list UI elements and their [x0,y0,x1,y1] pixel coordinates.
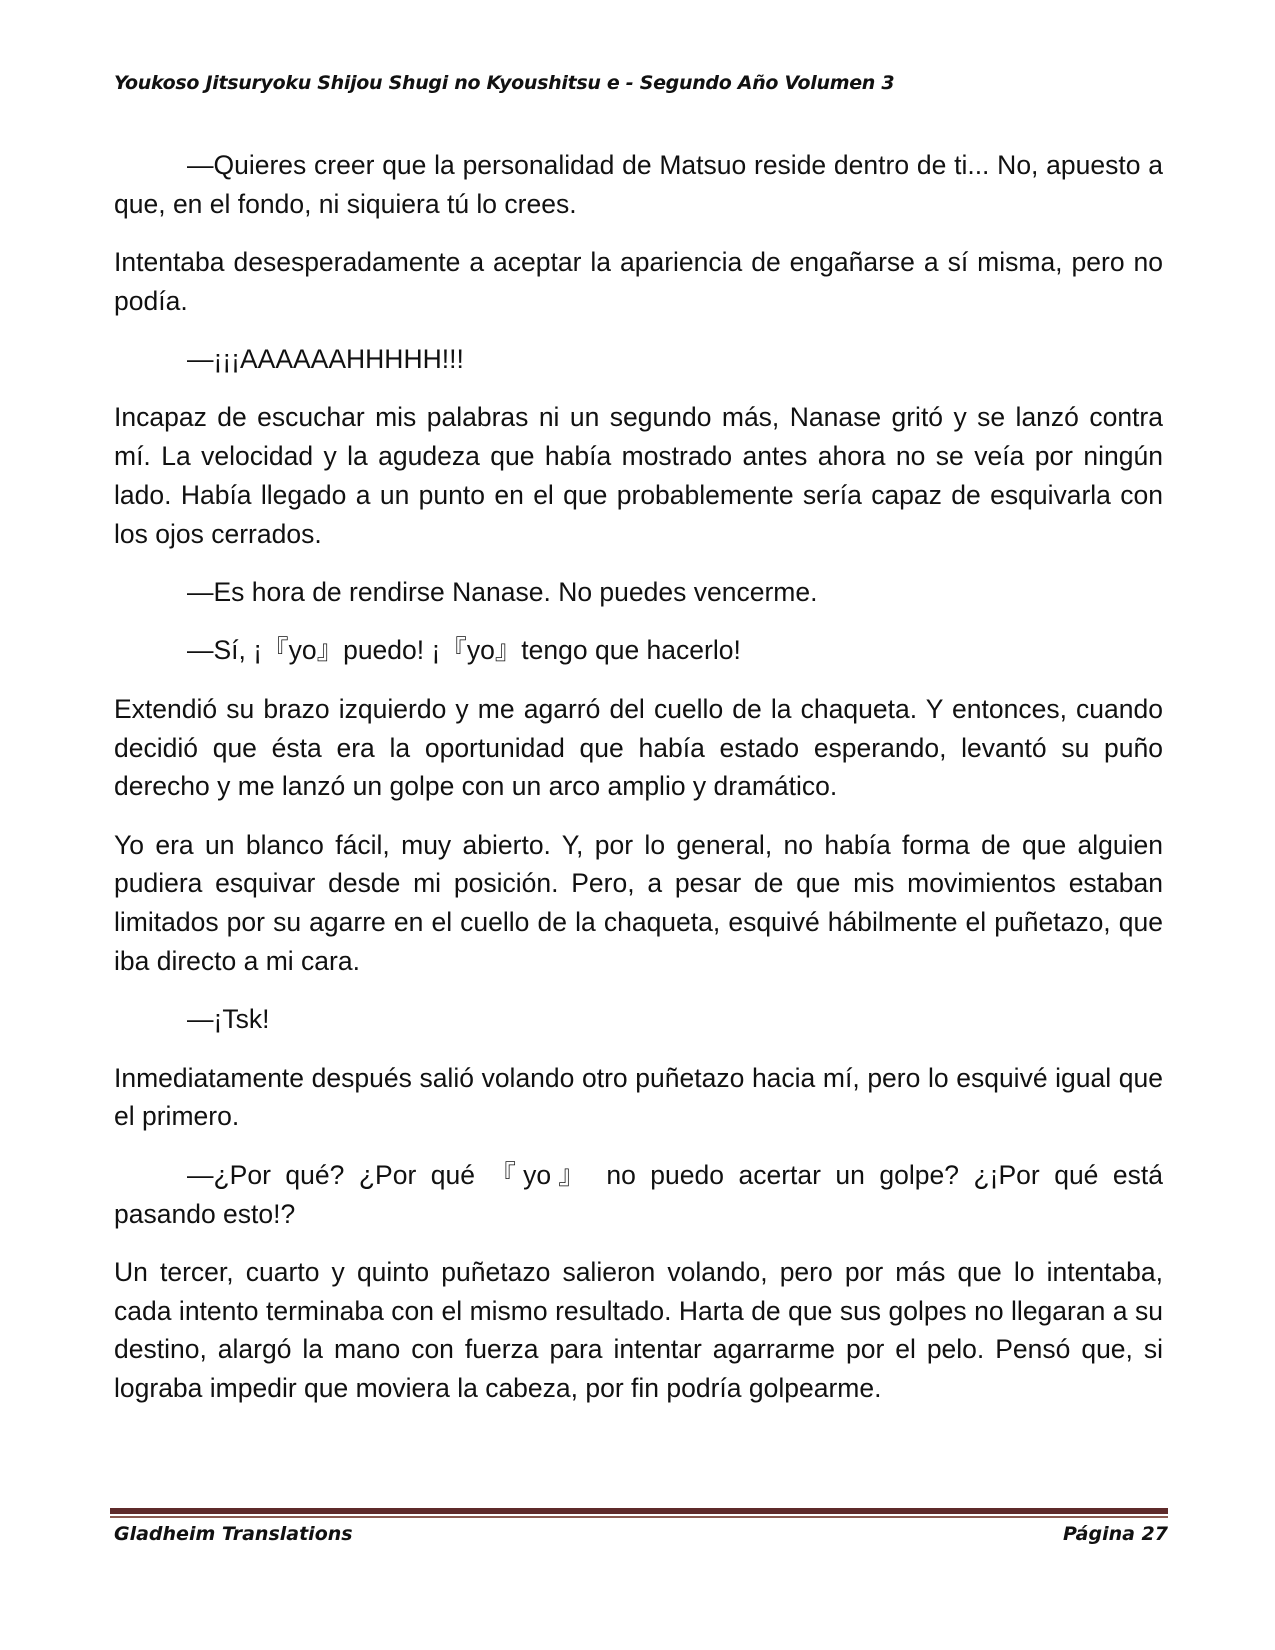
paragraph: —¿Por qué? ¿Por qué 『yo』 no puedo acertar un golpe? ¿¡Por qué está pasando esto!? [114,1159,1163,1229]
paragraph: Yo era un blanco fácil, muy abierto. Y, por lo general, no había forma de que alguien pudiera esquivar desde mi posición. Pero, a pesar de que mis movimientos estaban limitados por su agarre en el cuello de la chaqueta, esquivé hábilmente el puñetazo, que iba directo a mi cara. [114,829,1163,977]
running-header: Youkoso Jitsuryoku Shijou Shugi no Kyoushitsu e - Segundo Año Volumen 3 [114,72,895,94]
paragraph: —Es hora de rendirse Nanase. No puedes vencerme. [187,577,818,608]
footer-divider [110,1508,1168,1518]
footer-credit: Gladheim Translations [114,1523,353,1545]
paragraph: Extendió su brazo izquierdo y me agarró del cuello de la chaqueta. Y entonces, cuando decidió que ésta era la oportunidad que había estado esperando, levantó su puño derecho y me lanzó un golpe con un arco amplio y dramático. [114,693,1163,802]
paragraph: Intentaba desesperadamente a aceptar la apariencia de engañarse a sí misma, pero no podía. [114,247,1163,316]
body-text [114,146,1163,1428]
paragraph: —Sí, ¡『yo』puedo! ¡『yo』tengo que hacerlo! [187,635,741,666]
paragraph: Inmediatamente después salió volando otro puñetazo hacia mí, pero lo esquivé igual que el primero. [114,1062,1163,1132]
paragraph: —¡Tsk! [187,1004,270,1035]
paragraph: Incapaz de escuchar mis palabras ni un segundo más, Nanase gritó y se lanzó contra mí. La velocidad y la agudeza que había mostrado antes ahora no se veía por ningún lado. Había llegado a un punto en el que probablemente sería capaz de esquivarla con los ojos cerrados. [114,402,1163,549]
paragraph: Un tercer, cuarto y quinto puñetazo salieron volando, pero por más que lo intentaba, cada intento terminaba con el mismo resultado. Harta de que sus golpes no llegaran a su destino, alargó la mano con fuerza para intentar agarrarme por el pelo. Pensó que, si lograba impedir que moviera la cabeza, por fin podría golpearme. [114,1256,1163,1404]
page-number: Página 27 [1062,1523,1168,1545]
running-footer [114,1523,1168,1545]
paragraph: —¡¡¡AAAAAAHHHHH!!! [187,344,464,375]
paragraph: —Quieres creer que la personalidad de Matsuo reside dentro de ti... No, apuesto a que, en el fondo, ni siquiera tú lo crees. [114,150,1163,219]
